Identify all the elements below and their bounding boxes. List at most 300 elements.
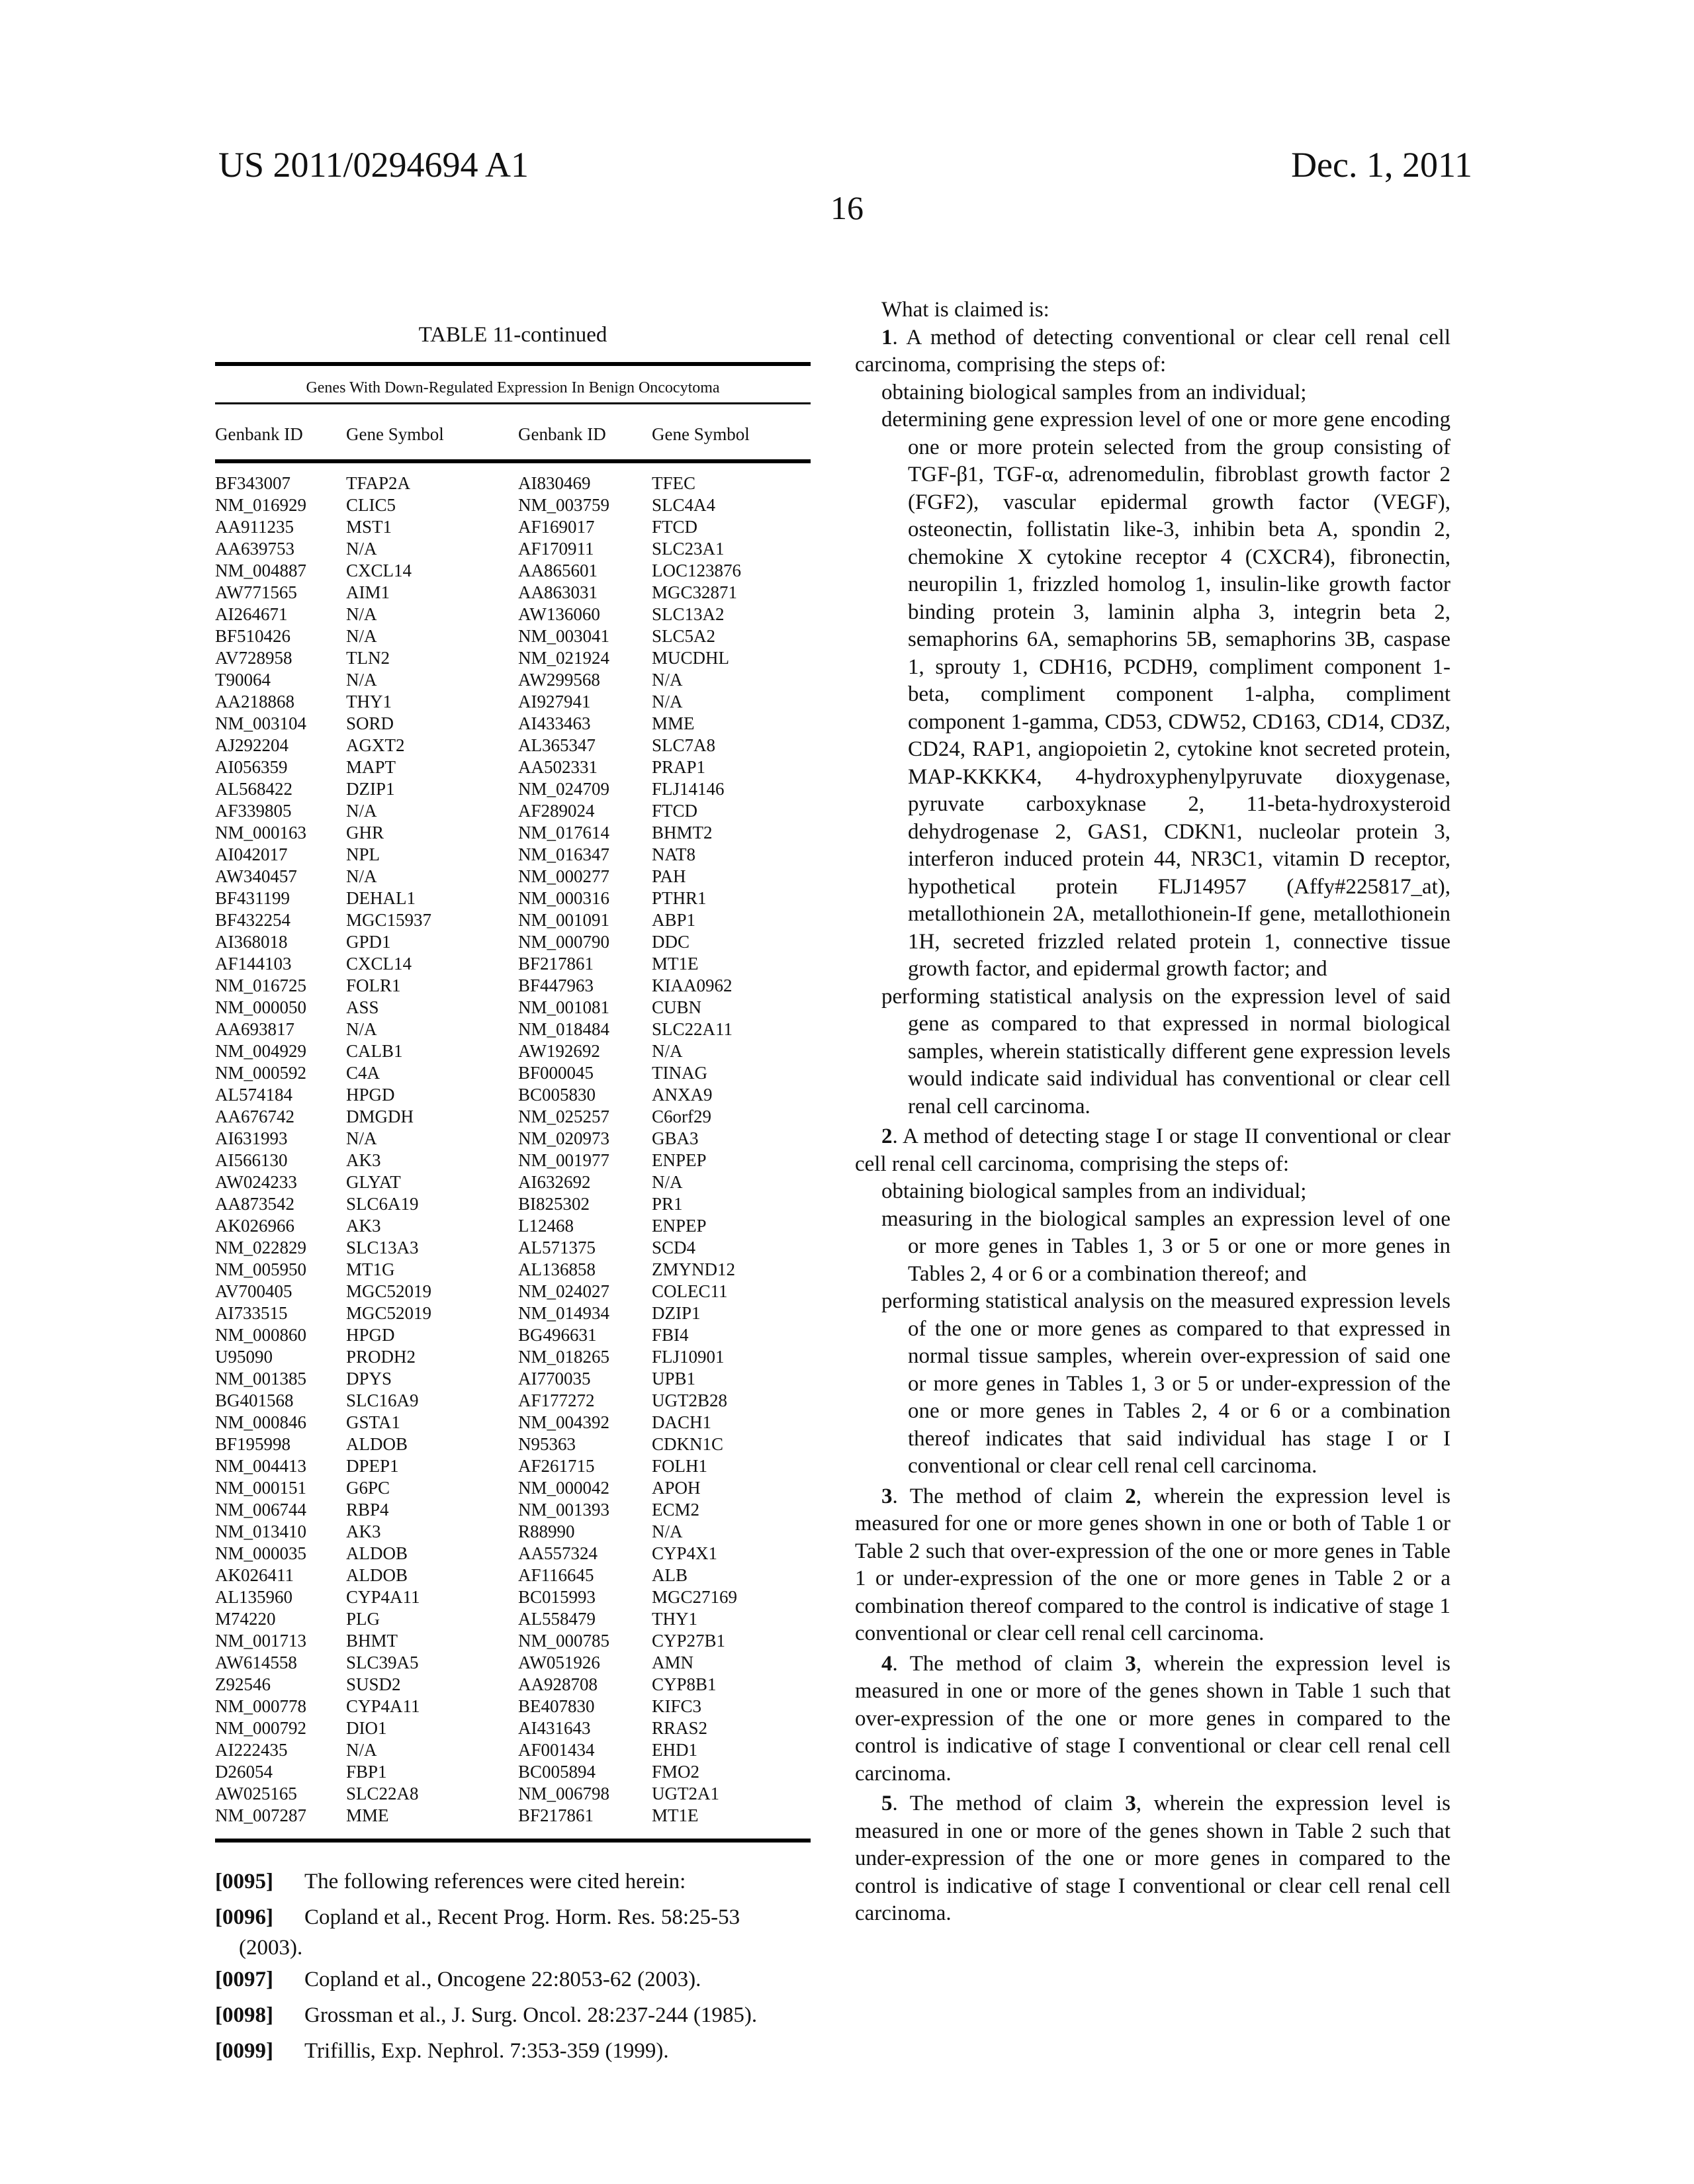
- gene-symbol-cell: CALB1: [346, 1041, 403, 1061]
- genbank-id-cell: BC015993: [518, 1587, 596, 1607]
- table-row: [215, 778, 811, 800]
- genbank-id-cell: U95090: [215, 1347, 273, 1367]
- table-row: [215, 1281, 811, 1302]
- genbank-id-cell: AF170911: [518, 539, 594, 559]
- genbank-id-cell: BF510426: [215, 626, 291, 646]
- claim-number: 3: [881, 1484, 893, 1508]
- gene-symbol-cell: SLC13A2: [652, 604, 725, 624]
- genbank-id-cell: AI566130: [215, 1150, 288, 1170]
- gene-symbol-cell: ABP1: [652, 910, 696, 930]
- table-row: [215, 800, 811, 822]
- genbank-id-cell: NM_003759: [518, 495, 610, 515]
- gene-symbol-cell: MAPT: [346, 757, 396, 777]
- table-row: [215, 1521, 811, 1543]
- genbank-id-cell: NM_001081: [518, 997, 610, 1017]
- genbank-id-cell: BE407830: [518, 1696, 595, 1716]
- gene-symbol-cell: N/A: [652, 670, 683, 690]
- gene-symbol-cell: ALDOB: [346, 1434, 408, 1454]
- genbank-id-cell: NM_024709: [518, 779, 610, 799]
- gene-symbol-cell: HPGD: [346, 1085, 395, 1105]
- genbank-id-cell: AK026411: [215, 1565, 294, 1585]
- gene-symbol-cell: DIO1: [346, 1718, 387, 1738]
- genbank-id-cell: AA693817: [215, 1019, 294, 1039]
- gene-symbol-cell: AK3: [346, 1150, 381, 1170]
- genbank-id-cell: AF339805: [215, 801, 292, 821]
- gene-symbol-cell: CYP27B1: [652, 1631, 726, 1651]
- gene-symbol-cell: FBP1: [346, 1762, 387, 1782]
- gene-symbol-cell: FTCD: [652, 517, 698, 537]
- genbank-id-cell: AA218868: [215, 692, 294, 711]
- genbank-id-cell: AF261715: [518, 1456, 595, 1476]
- claim-number: 5: [881, 1792, 893, 1815]
- paragraph-number: [0097]: [215, 1968, 273, 1991]
- paragraph-0095: [215, 1865, 811, 1898]
- table-row: [215, 1499, 811, 1521]
- paragraph-text: Trifillis, Exp. Nephrol. 7:353-359 (1999).: [304, 2039, 669, 2063]
- table-row: [215, 1630, 811, 1652]
- genbank-id-cell: AL135960: [215, 1587, 292, 1607]
- genbank-id-cell: BF343007: [215, 473, 291, 493]
- gene-symbol-cell: ALDOB: [346, 1543, 408, 1563]
- genbank-id-cell: NM_000778: [215, 1696, 307, 1716]
- table-row: [215, 1324, 811, 1346]
- gene-symbol-cell: G6PC: [346, 1478, 390, 1498]
- gene-symbol-cell: MME: [652, 713, 695, 733]
- genbank-id-cell: NM_016347: [518, 844, 610, 864]
- table-title: TABLE 11-continued: [418, 323, 607, 347]
- claim-number: 2: [881, 1124, 893, 1148]
- gene-symbol-cell: SLC22A11: [652, 1019, 733, 1039]
- gene-symbol-cell: MGC52019: [346, 1303, 432, 1323]
- table-body: [215, 463, 811, 1839]
- paragraph-number: [0095]: [215, 1870, 273, 1893]
- gene-symbol-cell: FTCD: [652, 801, 698, 821]
- claim-step: performing statistical analysis on the expression level of said gene as compared to that expressed in normal biological samples, wherein statistically different gene expression levels would indicate said individual has conventional or clear cell renal cell carcinoma.: [881, 984, 1450, 1118]
- table-row: [215, 1739, 811, 1761]
- table-row: [215, 822, 811, 844]
- table-row: [215, 735, 811, 756]
- paragraph-0097: [215, 1963, 811, 1996]
- genbank-id-cell: NM_020973: [518, 1128, 610, 1148]
- table-row: [215, 1171, 811, 1193]
- claim-4: [855, 1651, 1450, 1788]
- table-row: [215, 1477, 811, 1499]
- claims-intro: What is claimed is:: [881, 298, 1049, 322]
- genbank-id-cell: NM_000035: [215, 1543, 307, 1563]
- gene-symbol-cell: NPL: [346, 844, 380, 864]
- gene-symbol-cell: ZMYND12: [652, 1259, 735, 1279]
- genbank-id-cell: NM_000151: [215, 1478, 307, 1498]
- gene-symbol-cell: SLC6A19: [346, 1194, 419, 1214]
- gene-symbol-cell: DPYS: [346, 1369, 392, 1388]
- genbank-id-cell: AV700405: [215, 1281, 292, 1301]
- table-row: [215, 1543, 811, 1565]
- table-row: [215, 1259, 811, 1281]
- table-row: [215, 1128, 811, 1150]
- table-row: [215, 866, 811, 887]
- genbank-id-cell: BC005830: [518, 1085, 596, 1105]
- gene-symbol-cell: ASS: [346, 997, 379, 1017]
- genbank-id-cell: NM_000277: [518, 866, 610, 886]
- claim-number: 1: [881, 325, 893, 349]
- genbank-id-cell: BF217861: [518, 954, 594, 974]
- publication-date: Dec. 1, 2011: [1291, 145, 1472, 185]
- genbank-id-cell: N95363: [518, 1434, 576, 1454]
- claim-text: , wherein the expression level is measured for one or more genes shown in one or both of Table 1 or Table 2 such that over-expression of the one or more genes in Table 1 or under-expression of the one or more genes in Table 2 or a combination thereof compared to the control is indicative of stage 1 conventional or clear cell renal cell carcinoma.: [855, 1484, 1450, 1645]
- genbank-id-cell: AW136060: [518, 604, 600, 624]
- genbank-id-cell: NM_021924: [518, 648, 610, 668]
- genbank-id-cell: NM_014934: [518, 1303, 610, 1323]
- gene-symbol-cell: GSTA1: [346, 1412, 400, 1432]
- publication-number: US 2011/0294694 A1: [218, 145, 529, 185]
- gene-symbol-cell: GHR: [346, 823, 384, 842]
- gene-symbol-cell: FOLH1: [652, 1456, 708, 1476]
- genbank-id-cell: R88990: [518, 1522, 575, 1541]
- gene-symbol-cell: PTHR1: [652, 888, 707, 908]
- paragraph-text: Copland et al., Recent Prog. Horm. Res. 58:25-53: [304, 1905, 740, 1929]
- table-row: [215, 1062, 811, 1084]
- gene-symbol-cell: AMN: [652, 1653, 694, 1672]
- gene-symbol-cell: GPD1: [346, 932, 391, 952]
- table-row: [215, 1652, 811, 1674]
- claim-step: obtaining biological samples from an individual;: [881, 380, 1307, 404]
- left-column: [215, 323, 811, 2070]
- gene-symbol-cell: CLIC5: [346, 495, 396, 515]
- claim-reference: 3: [1125, 1651, 1136, 1676]
- table-row: [215, 1302, 811, 1324]
- claim-text: . A method of detecting stage I or stage II conventional or clear cell renal cell carcinoma, comprising the steps of:: [855, 1124, 1450, 1176]
- genbank-id-cell: AA557324: [518, 1543, 598, 1563]
- gene-symbol-cell: COLEC11: [652, 1281, 728, 1301]
- genbank-id-cell: AK026966: [215, 1216, 294, 1236]
- table-row: [215, 1040, 811, 1062]
- gene-symbol-cell: FOLR1: [346, 976, 401, 995]
- genbank-id-cell: NM_000050: [215, 997, 307, 1017]
- genbank-id-cell: NM_001713: [215, 1631, 307, 1651]
- gene-symbol-cell: MGC32871: [652, 582, 738, 602]
- gene-symbol-cell: N/A: [346, 801, 377, 821]
- gene-symbol-cell: N/A: [346, 604, 377, 624]
- table-row: [215, 1106, 811, 1128]
- table-row: [215, 1674, 811, 1696]
- genbank-id-cell: NM_000592: [215, 1063, 307, 1083]
- genbank-id-cell: BF195998: [215, 1434, 291, 1454]
- table-row: [215, 669, 811, 691]
- claims-section: [855, 296, 1450, 1928]
- gene-symbol-cell: ALDOB: [346, 1565, 408, 1585]
- table-row: [215, 1696, 811, 1717]
- gene-symbol-cell: C4A: [346, 1063, 380, 1083]
- gene-symbol-cell: MT1E: [652, 954, 699, 974]
- genbank-id-cell: NM_001977: [518, 1150, 610, 1170]
- genbank-id-cell: AF116645: [518, 1565, 594, 1585]
- genbank-id-cell: AW192692: [518, 1041, 600, 1061]
- genbank-id-cell: M74220: [215, 1609, 276, 1629]
- genbank-id-cell: AA865601: [518, 561, 598, 580]
- claim-1: [855, 324, 1450, 379]
- claim-text: , wherein the expression level is measured in one or more of the genes shown in Table 2 such that under-expression of the one or more genes in compared to the control is indicative of stage I conventional or clear cell renal cell carcinoma.: [855, 1792, 1450, 1925]
- claim-step: measuring in the biological samples an expression level of one or more genes in Tables 1, 3 or 5 or one or more genes in Tables 2, 4 or 6 or a combination thereof; and: [881, 1206, 1450, 1286]
- gene-symbol-cell: PRAP1: [652, 757, 706, 777]
- table-row: [215, 1805, 811, 1827]
- gene-symbol-cell: ECM2: [652, 1500, 700, 1520]
- gene-symbol-cell: DMGDH: [346, 1107, 414, 1126]
- gene-symbol-cell: FMO2: [652, 1762, 700, 1782]
- gene-symbol-cell: FLJ14146: [652, 779, 725, 799]
- gene-symbol-cell: SLC5A2: [652, 626, 716, 646]
- gene-symbol-cell: APOH: [652, 1478, 701, 1498]
- gene-symbol-cell: PAH: [652, 866, 686, 886]
- table-row: [215, 1390, 811, 1412]
- gene-symbol-cell: MME: [346, 1805, 389, 1825]
- genbank-id-cell: BG496631: [518, 1325, 597, 1345]
- genbank-id-cell: BC005894: [518, 1762, 596, 1782]
- table-row: [215, 1193, 811, 1215]
- genbank-id-cell: BG401568: [215, 1390, 294, 1410]
- gene-symbol-cell: BHMT2: [652, 823, 713, 842]
- gene-symbol-cell: N/A: [346, 539, 377, 559]
- gene-symbol-cell: FBI4: [652, 1325, 689, 1345]
- gene-symbol-cell: THY1: [652, 1609, 697, 1629]
- gene-symbol-cell: HPGD: [346, 1325, 395, 1345]
- gene-symbol-cell: EHD1: [652, 1740, 697, 1760]
- genbank-id-cell: NM_003104: [215, 713, 307, 733]
- table-row: [215, 1150, 811, 1171]
- table-row: [215, 1412, 811, 1433]
- gene-symbol-cell: CYP4A11: [346, 1696, 420, 1716]
- genbank-id-cell: AA928708: [518, 1674, 598, 1694]
- table-row: [215, 494, 811, 516]
- gene-symbol-cell: CUBN: [652, 997, 702, 1017]
- genbank-id-cell: NM_006744: [215, 1500, 307, 1520]
- table-row: [215, 691, 811, 713]
- gene-symbol-cell: DDC: [652, 932, 690, 952]
- column-header: Genbank ID: [215, 424, 303, 444]
- gene-symbol-cell: SORD: [346, 713, 394, 733]
- gene-symbol-cell: CYP4A11: [346, 1587, 420, 1607]
- genbank-id-cell: NM_005950: [215, 1259, 307, 1279]
- genbank-id-cell: NM_004887: [215, 561, 307, 580]
- genbank-id-cell: BF447963: [518, 976, 594, 995]
- gene-symbol-cell: RBP4: [346, 1500, 389, 1520]
- gene-symbol-cell: AK3: [346, 1216, 381, 1236]
- gene-symbol-cell: TLN2: [346, 648, 390, 668]
- genbank-id-cell: NM_025257: [518, 1107, 610, 1126]
- gene-symbol-cell: MT1E: [652, 1805, 699, 1825]
- genbank-id-cell: NM_000792: [215, 1718, 307, 1738]
- gene-symbol-cell: SLC39A5: [346, 1653, 419, 1672]
- genbank-id-cell: AA502331: [518, 757, 598, 777]
- genbank-id-cell: AL136858: [518, 1259, 596, 1279]
- references-section: [215, 1865, 811, 2068]
- genbank-id-cell: AW051926: [518, 1653, 600, 1672]
- gene-symbol-cell: N/A: [652, 1172, 683, 1192]
- genbank-id-cell: NM_001393: [518, 1500, 610, 1520]
- genbank-id-cell: AI264671: [215, 604, 288, 624]
- paragraph-number: [0096]: [215, 1905, 273, 1929]
- gene-symbol-cell: N/A: [346, 1019, 377, 1039]
- genbank-id-cell: T90064: [215, 670, 271, 690]
- table-row: [215, 997, 811, 1019]
- genbank-id-cell: AL558479: [518, 1609, 596, 1629]
- gene-symbol-cell: SLC16A9: [346, 1390, 419, 1410]
- gene-symbol-cell: ALB: [652, 1565, 688, 1585]
- claim-5: [855, 1790, 1450, 1928]
- table-row: [215, 887, 811, 909]
- genbank-id-cell: AI056359: [215, 757, 288, 777]
- table-row: [215, 647, 811, 669]
- gene-symbol-cell: CXCL14: [346, 561, 412, 580]
- genbank-id-cell: AA873542: [215, 1194, 294, 1214]
- genbank-id-cell: AV728958: [215, 648, 292, 668]
- genbank-id-cell: AJ292204: [215, 735, 289, 755]
- claim-reference: 3: [1125, 1792, 1136, 1815]
- genbank-id-cell: NM_004413: [215, 1456, 307, 1476]
- genbank-id-cell: NM_000860: [215, 1325, 307, 1345]
- genbank-id-cell: NM_024027: [518, 1281, 610, 1301]
- genbank-id-cell: NM_001385: [215, 1369, 307, 1388]
- claim-step: obtaining biological samples from an individual;: [881, 1179, 1307, 1203]
- gene-symbol-cell: MGC52019: [346, 1281, 432, 1301]
- claim-text: , wherein the expression level is measured in one or more of the genes shown in Table 1 such that over-expression of the one or more genes in compared to the control is indicative of stage I conventional or clear cell renal cell carcinoma.: [855, 1651, 1450, 1786]
- gene-symbol-cell: RRAS2: [652, 1718, 708, 1738]
- table-row: [215, 1215, 811, 1237]
- gene-symbol-cell: AK3: [346, 1522, 381, 1541]
- genbank-id-cell: NM_016725: [215, 976, 307, 995]
- gene-symbol-cell: MST1: [346, 517, 392, 537]
- genbank-id-cell: AI631993: [215, 1128, 288, 1148]
- genbank-id-cell: AL571375: [518, 1238, 596, 1257]
- genbank-id-cell: BF432254: [215, 910, 291, 930]
- gene-symbol-cell: CDKN1C: [652, 1434, 724, 1454]
- genbank-id-cell: NM_013410: [215, 1522, 307, 1541]
- gene-symbol-cell: SUSD2: [346, 1674, 401, 1694]
- genbank-id-cell: NM_004392: [518, 1412, 610, 1432]
- genbank-id-cell: AW340457: [215, 866, 297, 886]
- gene-symbol-cell: SLC4A4: [652, 495, 716, 515]
- genbank-id-cell: AW614558: [215, 1653, 297, 1672]
- genbank-id-cell: AI433463: [518, 713, 591, 733]
- gene-symbol-cell: KIFC3: [652, 1696, 702, 1716]
- gene-symbol-cell: SLC23A1: [652, 539, 725, 559]
- genbank-id-cell: NM_007287: [215, 1805, 307, 1825]
- gene-symbol-cell: UGT2B28: [652, 1390, 727, 1410]
- genbank-id-cell: BF000045: [518, 1063, 594, 1083]
- gene-symbol-cell: KIAA0962: [652, 976, 733, 995]
- gene-symbol-cell: CXCL14: [346, 954, 412, 974]
- genbank-id-cell: NM_001091: [518, 910, 610, 930]
- genbank-id-cell: AW025165: [215, 1784, 297, 1803]
- paragraph-0099: [215, 2034, 811, 2068]
- genbank-id-cell: NM_016929: [215, 495, 307, 515]
- gene-symbol-cell: GBA3: [652, 1128, 699, 1148]
- claim-3: [855, 1483, 1450, 1648]
- genbank-id-cell: AI042017: [215, 844, 288, 864]
- gene-symbol-cell: N/A: [652, 1041, 683, 1061]
- genbank-id-cell: AF001434: [518, 1740, 595, 1760]
- table-row: [215, 844, 811, 866]
- genbank-id-cell: AF289024: [518, 801, 595, 821]
- table-bottom-rule: [215, 1839, 811, 1843]
- claim-text: . The method of claim: [892, 1792, 1126, 1815]
- genbank-id-cell: NM_000846: [215, 1412, 307, 1432]
- gene-symbol-cell: ANXA9: [652, 1085, 713, 1105]
- genbank-id-cell: AI733515: [215, 1303, 288, 1323]
- table-row: [215, 1237, 811, 1259]
- genbank-id-cell: AI368018: [215, 932, 288, 952]
- table-row: [215, 516, 811, 538]
- genbank-id-cell: AI927941: [518, 692, 591, 711]
- table-row: [215, 1586, 811, 1608]
- claim-2: [855, 1123, 1450, 1178]
- table-row: [215, 975, 811, 997]
- genbank-id-cell: AF177272: [518, 1390, 595, 1410]
- gene-symbol-cell: SLC22A8: [346, 1784, 419, 1803]
- gene-symbol-cell: SCD4: [652, 1238, 696, 1257]
- table-row: [215, 1019, 811, 1040]
- genbank-id-cell: NM_000163: [215, 823, 307, 842]
- table-row: [215, 909, 811, 931]
- table-header-row: [215, 404, 811, 459]
- genbank-id-cell: NM_000785: [518, 1631, 610, 1651]
- gene-symbol-cell: C6orf29: [652, 1107, 711, 1126]
- genbank-id-cell: D26054: [215, 1762, 273, 1782]
- page-number: 16: [830, 189, 864, 226]
- genbank-id-cell: AI770035: [518, 1369, 591, 1388]
- gene-symbol-cell: TFAP2A: [346, 473, 411, 493]
- table-row: [215, 473, 811, 494]
- claim-number: 4: [881, 1651, 893, 1676]
- gene-symbol-cell: MUCDHL: [652, 648, 730, 668]
- genbank-id-cell: AF144103: [215, 954, 292, 974]
- claim-reference: 2: [1125, 1484, 1136, 1508]
- gene-symbol-cell: BHMT: [346, 1631, 398, 1651]
- table-row: [215, 1565, 811, 1586]
- gene-symbol-cell: N/A: [346, 866, 377, 886]
- gene-symbol-cell: UPB1: [652, 1369, 696, 1388]
- table-row: [215, 1608, 811, 1630]
- table-row: [215, 1368, 811, 1390]
- gene-symbol-cell: N/A: [346, 626, 377, 646]
- genbank-id-cell: AF169017: [518, 517, 595, 537]
- genbank-id-cell: AA863031: [518, 582, 598, 602]
- genbank-id-cell: AW771565: [215, 582, 297, 602]
- genbank-id-cell: NM_022829: [215, 1238, 307, 1257]
- column-header: Genbank ID: [518, 424, 606, 444]
- genbank-id-cell: NM_000790: [518, 932, 610, 952]
- table-row: [215, 953, 811, 975]
- gene-symbol-cell: N/A: [346, 670, 377, 690]
- genbank-id-cell: BF431199: [215, 888, 290, 908]
- paragraph-number: [0099]: [215, 2039, 273, 2063]
- claim-text: . The method of claim: [892, 1651, 1126, 1676]
- paragraph-text: Copland et al., Oncogene 22:8053-62 (2003).: [304, 1968, 701, 1991]
- paragraph-0098: [215, 1999, 811, 2032]
- gene-symbol-cell: THY1: [346, 692, 392, 711]
- gene-symbol-cell: LOC123876: [652, 561, 741, 580]
- paragraph-number: [0098]: [215, 2003, 273, 2027]
- gene-symbol-cell: DZIP1: [652, 1303, 701, 1323]
- genbank-id-cell: AL574184: [215, 1085, 292, 1105]
- gene-symbol-cell: DZIP1: [346, 779, 395, 799]
- gene-symbol-cell: AIM1: [346, 582, 390, 602]
- genbank-id-cell: AW024233: [215, 1172, 297, 1192]
- table-row: [215, 1433, 811, 1455]
- genbank-id-cell: AL365347: [518, 735, 596, 755]
- genbank-id-cell: NM_017614: [518, 823, 610, 842]
- gene-symbol-cell: SLC7A8: [652, 735, 716, 755]
- genbank-id-cell: AW299568: [518, 670, 600, 690]
